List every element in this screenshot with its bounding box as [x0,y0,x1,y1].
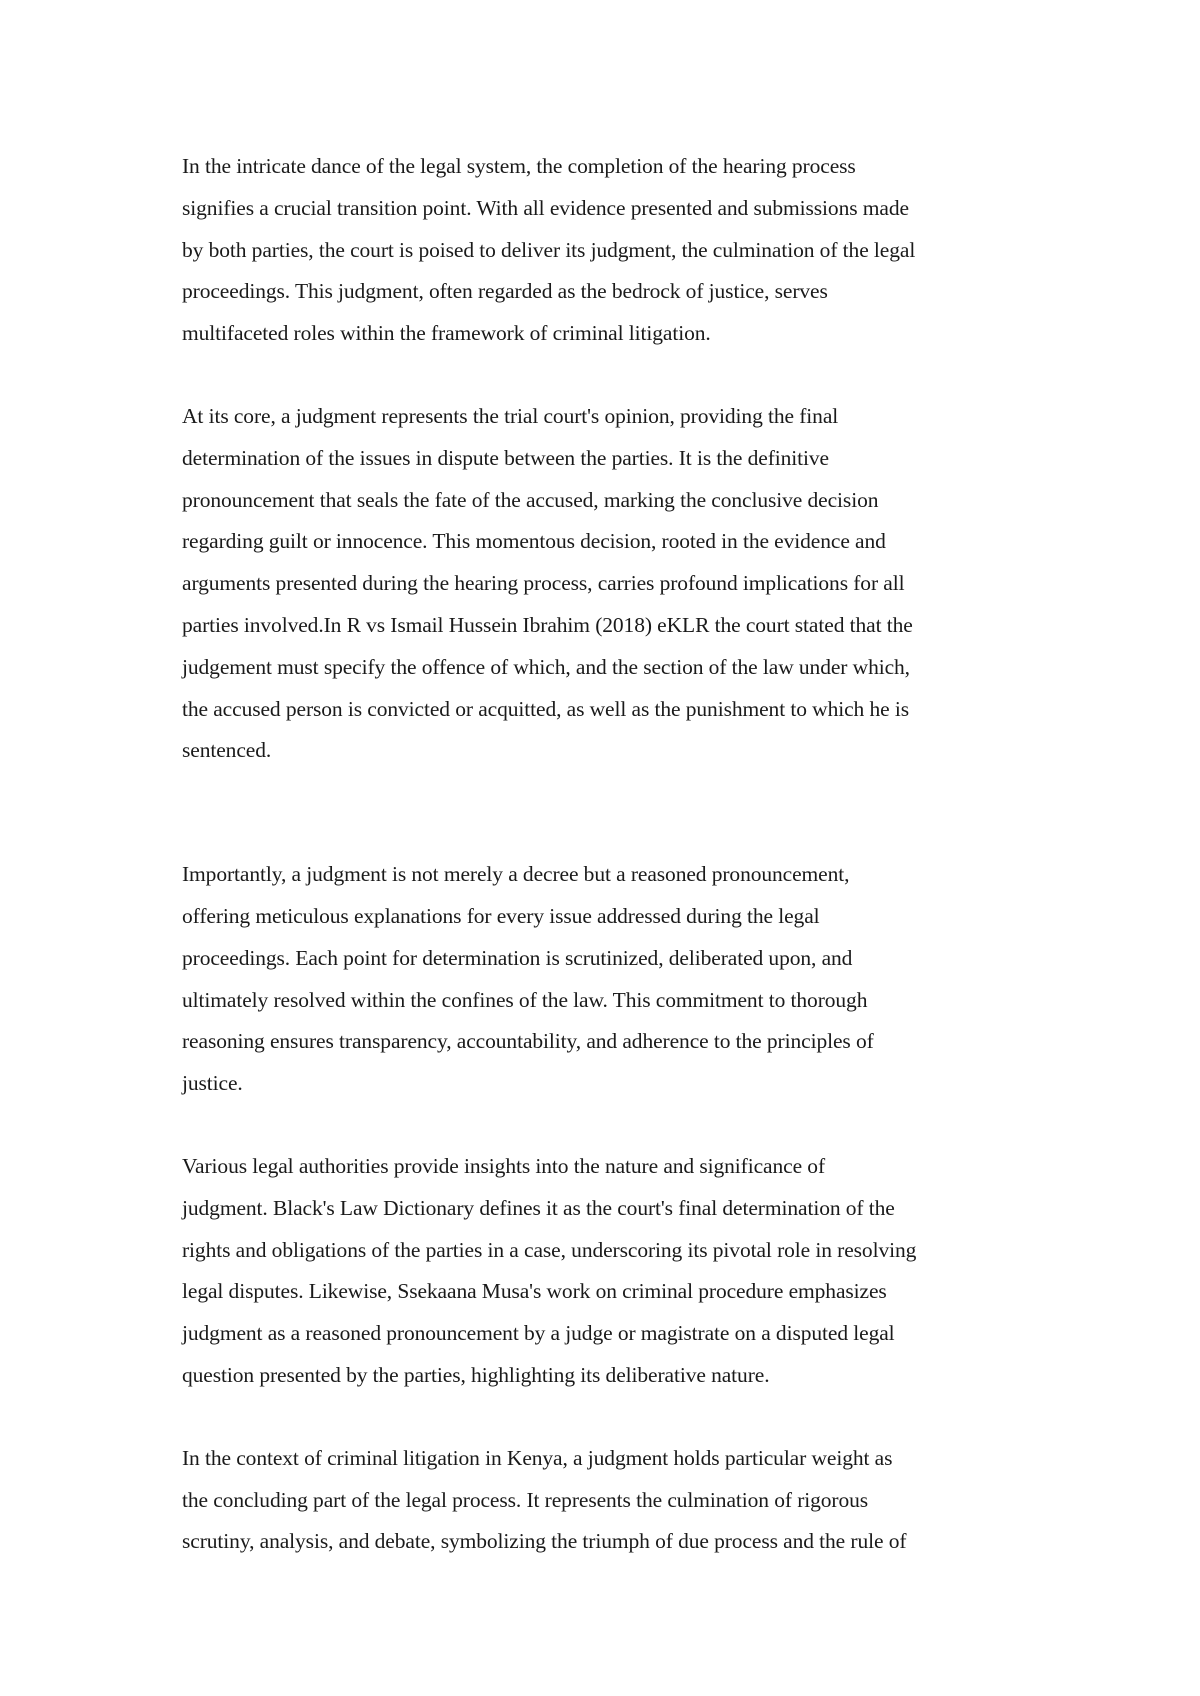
text-line: question presented by the parties, highlighting its deliberative nature. [182,1362,770,1387]
text-line: legal disputes. Likewise, Ssekaana Musa's work on criminal procedure emphasizes [182,1279,887,1304]
text-line: pronouncement that seals the fate of the accused, marking the conclusive decision [182,487,879,512]
text-line: regarding guilt or innocence. This momentous decision, rooted in the evidence and [182,529,886,554]
text-line: In the context of criminal litigation in Kenya, a judgment holds particular weight as [182,1445,893,1470]
text-line: signifies a crucial transition point. With all evidence presented and submissions made [182,195,909,220]
text-line: proceedings. Each point for determination is scrutinized, deliberated upon, and [182,945,853,970]
paragraph-reasoned-pronouncement [182,854,1032,1105]
text-line: justice. [182,1071,243,1096]
text-line: ultimately resolved within the confines of the law. This commitment to thorough [182,987,868,1012]
paragraph-judgment-core [182,396,1032,772]
text-line: offering meticulous explanations for every issue addressed during the legal [182,903,820,928]
text-line: Importantly, a judgment is not merely a decree but a reasoned pronouncement, [182,862,850,887]
paragraph-spacer [182,1397,1032,1438]
text-line: judgement must specify the offence of which, and the section of the law under which, [182,654,910,679]
document-body [182,146,1032,1563]
paragraph-kenya-context [182,1438,1032,1563]
paragraph-spacer [182,1105,1032,1146]
text-line: rights and obligations of the parties in a case, underscoring its pivotal role in resolving [182,1237,917,1262]
text-line: judgment. Black's Law Dictionary defines it as the court's final determination of the [182,1195,895,1220]
text-line: determination of the issues in dispute between the parties. It is the definitive [182,445,829,470]
text-line: parties involved.In R vs Ismail Hussein Ibrahim (2018) eKLR the court stated that the [182,612,913,637]
text-line: At its core, a judgment represents the trial court's opinion, providing the final [182,403,839,428]
paragraph-spacer [182,355,1032,396]
text-line: arguments presented during the hearing process, carries profound implications for all [182,571,905,596]
text-line: scrutiny, analysis, and debate, symbolizing the triumph of due process and the rule of [182,1529,907,1554]
paragraph-legal-authorities [182,1146,1032,1397]
paragraph-hearing-completion [182,146,1032,355]
text-line: Various legal authorities provide insights into the nature and significance of [182,1153,826,1178]
text-line: the accused person is convicted or acquitted, as well as the punishment to which he is [182,696,909,721]
text-line: In the intricate dance of the legal system, the completion of the hearing process [182,154,856,178]
text-line: judgment as a reasoned pronouncement by a judge or magistrate on a disputed legal [182,1321,895,1346]
text-line: multifaceted roles within the framework of criminal litigation. [182,321,711,346]
text-line: by both parties, the court is poised to deliver its judgment, the culmination of the legal [182,237,916,262]
text-line: reasoning ensures transparency, accountability, and adherence to the principles of [182,1029,874,1054]
text-line: the concluding part of the legal process. It represents the culmination of rigorous [182,1487,869,1512]
text-line: sentenced. [182,738,272,763]
paragraph-spacer [182,772,1032,854]
text-line: proceedings. This judgment, often regarded as the bedrock of justice, serves [182,279,828,304]
